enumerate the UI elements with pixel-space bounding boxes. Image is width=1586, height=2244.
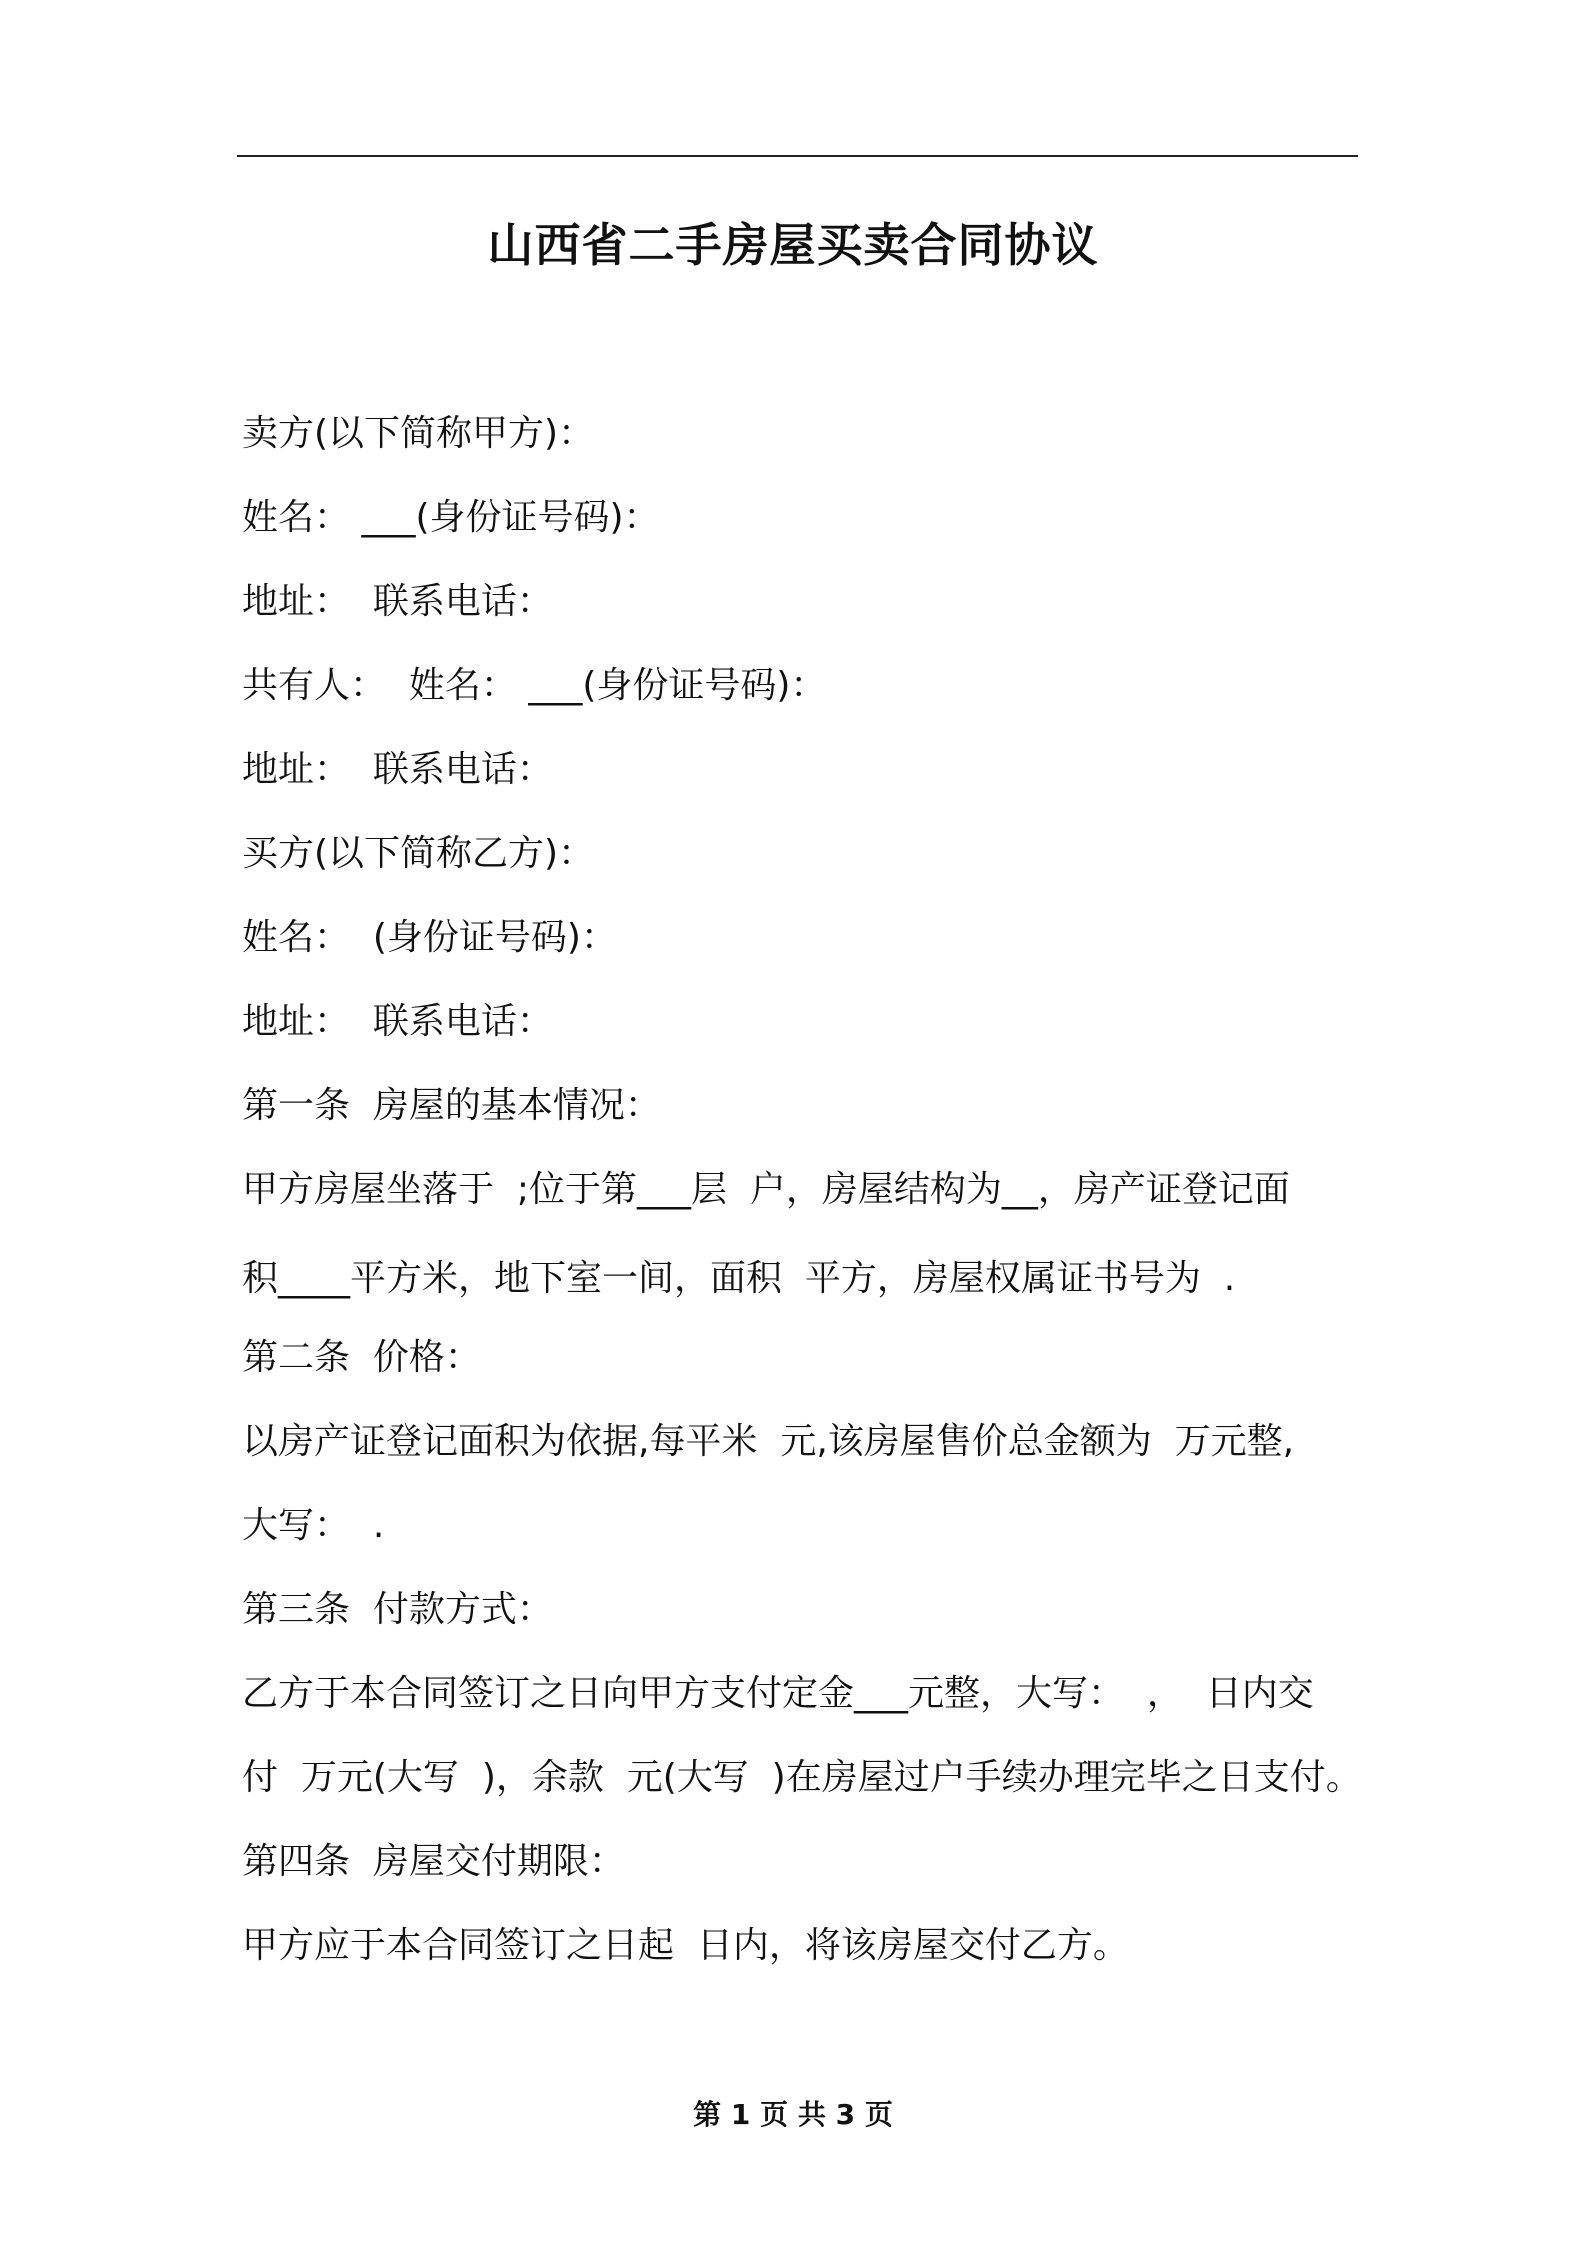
article-4-heading: 第四条 房屋交付期限： [242, 1841, 625, 1882]
buyer-heading: 买方(以下简称乙方)： [242, 833, 595, 874]
article-1-text-line-1: 甲方房屋坐落于 ;位于第___层 户，房屋结构为__，房产证登记面 [242, 1169, 1290, 1210]
header-rule [237, 155, 1358, 157]
article-2-text-line-2: 大写： . [242, 1505, 385, 1546]
article-2-heading: 第二条 价格： [242, 1337, 481, 1378]
article-4-text-line-1: 甲方应于本合同签订之日起 日内，将该房屋交付乙方。 [242, 1925, 1129, 1966]
seller-heading: 卖方(以下简称甲方)： [242, 413, 595, 454]
buyer-address-line: 地址： 联系电话： [242, 1001, 553, 1042]
article-1-text-line-2: 积____平方米，地下室一间，面积 平方，房屋权属证书号为 . [242, 1258, 1236, 1299]
buyer-name-line: 姓名： (身份证号码)： [242, 917, 617, 958]
co-owner-line: 共有人： 姓名： ___(身份证号码)： [242, 665, 827, 706]
document-title: 山西省二手房屋买卖合同协议 [487, 218, 1099, 272]
article-1-heading: 第一条 房屋的基本情况： [242, 1085, 661, 1126]
seller-address-line: 地址： 联系电话： [242, 581, 553, 622]
article-3-text-line-1: 乙方于本合同签订之日向甲方支付定金___元整，大写： ， 日内交 [242, 1673, 1314, 1714]
co-owner-address-line: 地址： 联系电话： [242, 749, 553, 790]
article-3-text-line-2: 付 万元(大写 )，余款 元(大写 )在房屋过户手续办理完毕之日支付。 [242, 1757, 1362, 1798]
article-2-text-line-1: 以房产证登记面积为依据,每平米 元,该房屋售价总金额为 万元整, [242, 1421, 1295, 1462]
page-indicator: 第 1 页 共 3 页 [693, 2098, 893, 2131]
seller-name-line: 姓名： ___(身份证号码)： [242, 497, 660, 538]
article-3-heading: 第三条 付款方式： [242, 1589, 553, 1630]
